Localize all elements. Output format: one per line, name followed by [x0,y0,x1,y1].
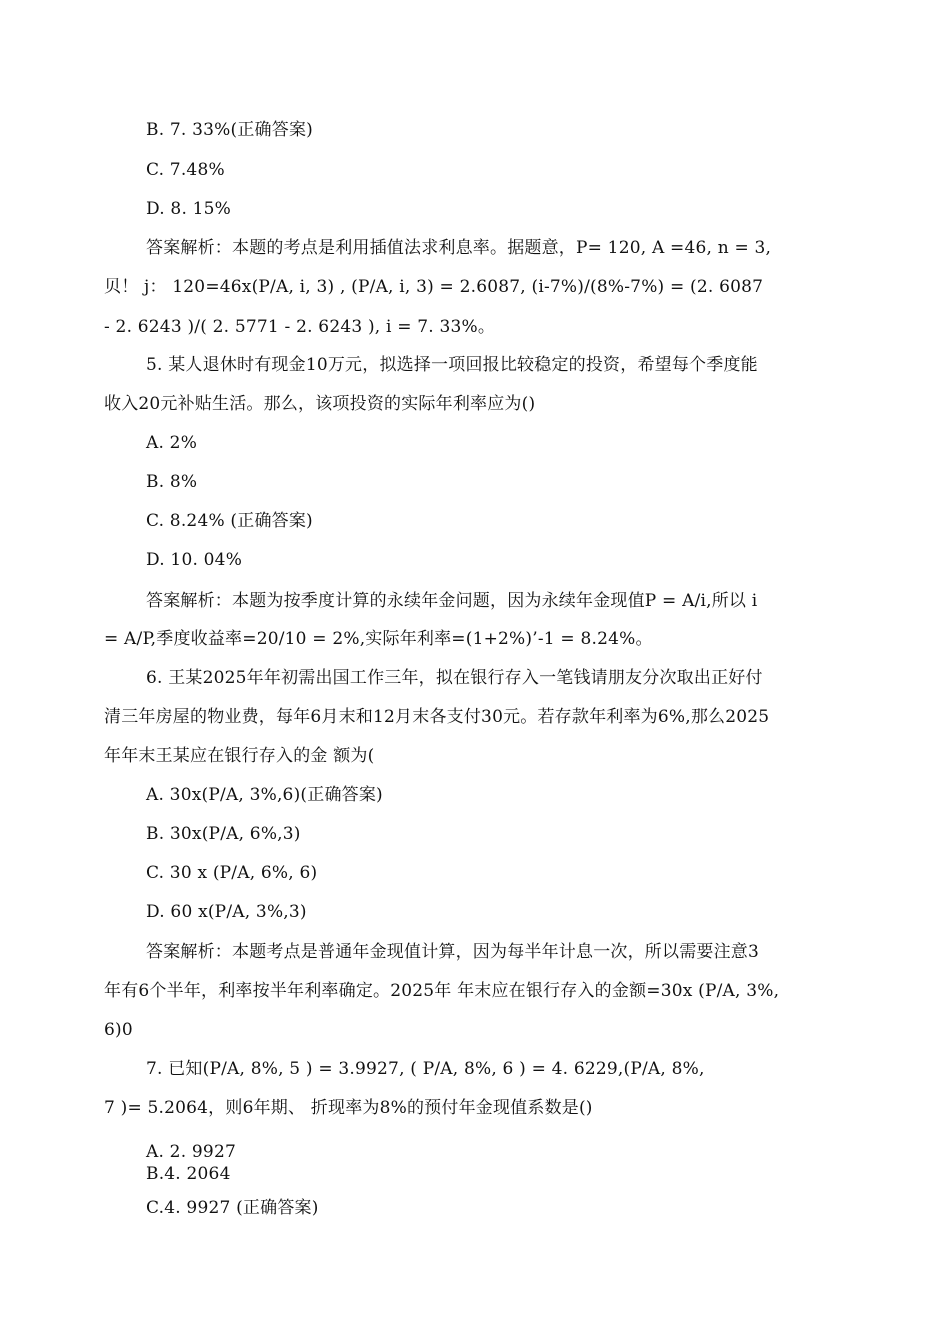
q7-stem-line-2: 7 )= 5.2064，则6年期、 折现率为8%的预付年金现值系数是() [104,1098,593,1118]
q5-stem-line-1: 5. 某人退休时有现金10万元，拟选择一项回报比较稳定的投资，希望每个季度能 [146,355,758,375]
q6-stem-line-1: 6. 王某2025年年初需出国工作三年，拟在银行存入一笔钱请朋友分次取出正好付 [146,668,763,688]
q7-option-a: A. 2. 9927 [146,1142,236,1162]
q6-option-b: B. 30x(P/A, 6%,3) [146,824,301,844]
q4-analysis-line-2: 贝！ j： 120=46x(P/A, i, 3) , (P/A, i, 3) = 2.6087, (i-7%)/(8%-7%) = (2. 6087 [104,277,764,297]
q4-option-c: C. 7.48% [146,160,225,180]
q4-option-d: D. 8. 15% [146,199,232,219]
q4-analysis-line-3: - 2. 6243 )/( 2. 5771 - 2. 6243 ), i = 7. 33%。 [104,317,496,337]
q6-analysis-line-3: 6)0 [104,1020,133,1040]
q5-option-b: B. 8% [146,472,198,492]
q7-option-b: B.4. 2064 [146,1164,231,1184]
q4-option-b: B. 7. 33%(正确答案) [146,120,313,140]
q6-analysis-line-1: 答案解析：本题考点是普通年金现值计算，因为每半年计息一次，所以需要注意3 [146,942,760,962]
q4-analysis-line-1: 答案解析：本题的考点是利用插值法求利息率。据题意，P= 120, A =46, n = 3, [146,238,772,258]
q7-stem-line-1: 7. 已知(P/A, 8%, 5 ) = 3.9927, ( P/A, 8%, 6 ) = 4. 6229,(P/A, 8%, [146,1059,705,1079]
q5-option-d: D. 10. 04% [146,550,243,570]
q5-analysis-line-1: 答案解析：本题为按季度计算的永续年金问题，因为永续年金现值P = A/i,所以 i [146,591,758,611]
q6-option-d: D. 60 x(P/A, 3%,3) [146,902,307,922]
q6-stem-line-3: 年年末王某应在银行存入的金 额为( [104,746,375,766]
q5-analysis-line-2: = A/P,季度收益率=20/10 = 2%,实际年利率=(1+2%)’-1 = 8.24%。 [104,629,653,649]
q5-stem-line-2: 收入20元补贴生活。那么，该项投资的实际年利率应为() [104,394,536,414]
q6-stem-line-2: 清三年房屋的物业费，每年6月末和12月末各支付30元。若存款年利率为6%,那么2025 [104,707,770,727]
q6-analysis-line-2: 年有6个半年，利率按半年利率确定。2025年 年末应在银行存入的金额=30x (P/A, 3%, [104,981,780,1001]
q6-option-a: A. 30x(P/A, 3%,6)(正确答案) [146,785,383,805]
q5-option-a: A. 2% [146,433,198,453]
q7-option-c: C.4. 9927 (正确答案) [146,1198,319,1218]
q5-option-c: C. 8.24% (正确答案) [146,511,313,531]
q6-option-c: C. 30 x (P/A, 6%, 6) [146,863,318,883]
